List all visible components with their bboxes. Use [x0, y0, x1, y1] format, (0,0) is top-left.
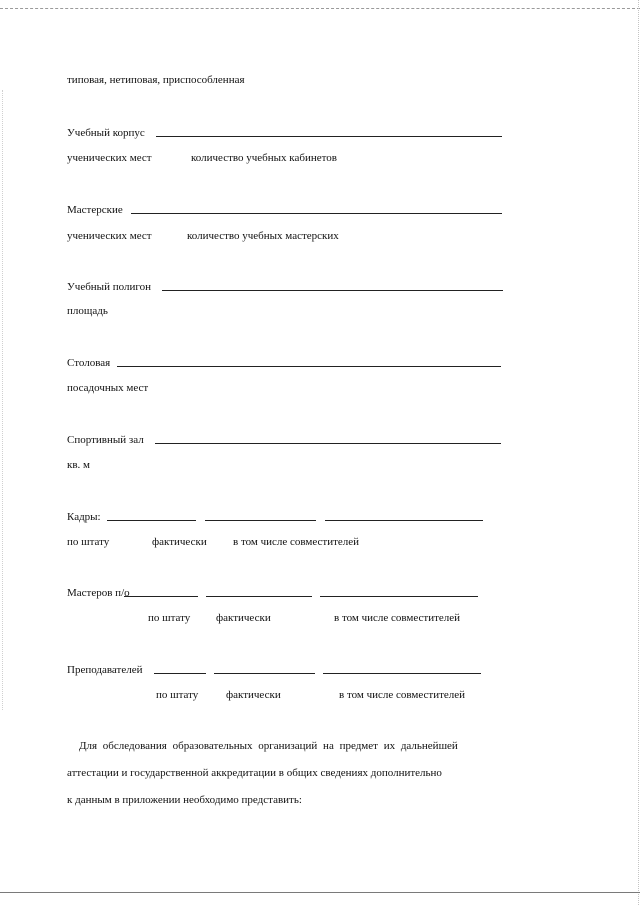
- workshops-seats-caption: ученических мест: [67, 230, 152, 242]
- staff-label: Кадры:: [67, 511, 101, 523]
- academic-building-field[interactable]: [156, 136, 502, 137]
- staff-by-plan-caption: по штату: [67, 536, 110, 548]
- sports-hall-area-caption: кв. м: [67, 459, 90, 471]
- teachers-by-plan-field[interactable]: [154, 673, 206, 674]
- staff-actual-caption: фактически: [152, 536, 207, 548]
- scan-right-edge: [638, 0, 639, 905]
- scan-left-edge: [2, 90, 3, 710]
- teachers-actual-field[interactable]: [214, 673, 315, 674]
- teachers-actual-caption: фактически: [226, 689, 281, 701]
- training-ground-area-caption: площадь: [67, 305, 108, 317]
- teachers-label: Преподавателей: [67, 664, 143, 676]
- staff-part-time-caption: в том числе совместителей: [233, 536, 360, 548]
- teachers-part-time-caption: в том числе совместителей: [339, 689, 466, 701]
- canteen-label: Столовая: [67, 357, 111, 369]
- building-type-caption: типовая, нетиповая, приспособленная: [67, 74, 245, 86]
- academic-building-seats-caption: ученических мест: [67, 152, 152, 164]
- academic-building-count-caption: количество учебных кабинетов: [191, 152, 337, 164]
- masters-label: Мастеров п/о: [67, 587, 130, 599]
- workshops-field[interactable]: [131, 213, 502, 214]
- masters-actual-field[interactable]: [206, 596, 312, 597]
- closing-paragraph-line-2: аттестации и государственной аккредитации в общих сведениях дополнительно: [67, 767, 442, 779]
- masters-actual-caption: фактически: [216, 612, 271, 624]
- closing-paragraph-line-1: Для обследования образовательных организаций на предмет их дальнейшей: [79, 740, 458, 752]
- teachers-part-time-field[interactable]: [323, 673, 481, 674]
- teachers-by-plan-caption: по штату: [156, 689, 199, 701]
- staff-actual-field[interactable]: [205, 520, 316, 521]
- masters-by-plan-field[interactable]: [124, 596, 198, 597]
- canteen-seats-caption: посадочных мест: [67, 382, 149, 394]
- training-ground-field[interactable]: [162, 290, 503, 291]
- sports-hall-label: Спортивный зал: [67, 434, 144, 446]
- scan-bottom-edge: [0, 892, 640, 893]
- training-ground-label: Учебный полигон: [67, 281, 151, 293]
- canteen-field[interactable]: [117, 366, 501, 367]
- staff-part-time-field[interactable]: [325, 520, 483, 521]
- masters-by-plan-caption: по штату: [148, 612, 191, 624]
- sports-hall-field[interactable]: [155, 443, 501, 444]
- masters-part-time-caption: в том числе совместителей: [334, 612, 461, 624]
- staff-by-plan-field[interactable]: [107, 520, 196, 521]
- workshops-count-caption: количество учебных мастерских: [187, 230, 339, 242]
- masters-part-time-field[interactable]: [320, 596, 478, 597]
- closing-paragraph-line-3: к данным в приложении необходимо представить:: [67, 794, 302, 806]
- workshops-label: Мастерские: [67, 204, 123, 216]
- scan-top-edge: [0, 8, 640, 9]
- academic-building-label: Учебный корпус: [67, 127, 145, 139]
